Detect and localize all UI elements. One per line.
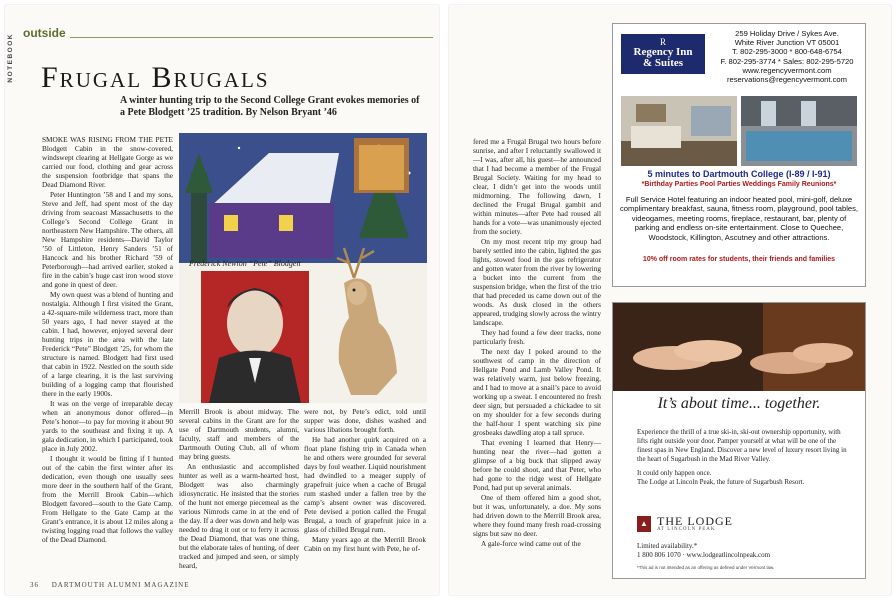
right-page bbox=[449, 5, 891, 595]
student-offer: 10% off room rates for students, their friends and families bbox=[642, 256, 836, 263]
email[interactable]: reservations@regencyvermont.com bbox=[727, 75, 847, 85]
article-column-2 bbox=[179, 407, 299, 571]
hotel-pool-photo bbox=[741, 96, 857, 166]
amenities-text: Full Service Hotel featuring an indoor heated pool, mini-golf, deluxe complimentary breakfast, sauna, fitness room, playground, pool tables, videogames, meeting rooms, fireplace, restaurant, bar, plenty of parking and endless on-site entertainment. Close to Quechee, Woodstock, Killington, Ascutney and other attractions. bbox=[619, 195, 859, 242]
lodge-name: THE LODGE bbox=[657, 514, 733, 528]
paragraph: Many years ago at the Merrill Brook Cabin on my first hunt with Pete, he of- bbox=[304, 535, 426, 553]
page-number: 36 bbox=[30, 581, 39, 589]
article-title: Frugal Brugals bbox=[41, 61, 270, 94]
legal-disclaimer: *This ad is not intended as an offering as defined under Vermont law. bbox=[637, 565, 775, 570]
ad-tagline: It’s about time... together. bbox=[657, 395, 821, 412]
paragraph: An enthusiastic and accomplished hunter as well as a warm-hearted host, Blodgett was also charmingly idiosyncratic. He insisted that the stories of the hunt not emerge piecemeal as the various Nimrods came in at the end of the day. If a deer was down and help was needed to drag it out or to ferry it across the Dead Diamond, that was one thing, but the elaborate tales of hunting, of deer tracked and jumped and seen, or simply heard, bbox=[179, 462, 299, 570]
paragraph: On my most recent trip my group had barely settled into the cabin, lighted the gas lights, stowed food in the gas refrigerator and gotten water from the river by lowering a bucket into the current from the suspension bridge, when the first of the trio that had preceded us came down out of the woods. As dusk closed in the others appeared, trudging slowly across the wintry landscape. bbox=[473, 237, 601, 327]
lodge-subname: AT LINCOLN PEAK bbox=[657, 527, 716, 532]
paragraph: One of them offered him a good shot, but it was, unfortunately, a doe. My sons had driven down to the Merrill Brook area, where they found many fresh road-crossing signs but saw no deer. bbox=[473, 493, 601, 538]
tree-icon: ▲ bbox=[637, 516, 651, 532]
hotel-room-photo bbox=[621, 96, 737, 166]
lodge-logo bbox=[637, 514, 757, 534]
feet-by-fire-photo bbox=[613, 303, 865, 391]
illustration-caption: Frederick Newton “Pete” Blodgett bbox=[189, 259, 301, 268]
article-deck: A winter hunting trip to the Second College Grant evokes memories of a Pete Blodgett ’25 tradition. By Nelson Bryant ’46 bbox=[120, 95, 420, 118]
ad-headline: 5 minutes to Dartmouth College (I-89 / I-91) bbox=[647, 169, 831, 179]
phone: T. 802-295-3000 * 800-648-6754 bbox=[732, 47, 842, 57]
illustration bbox=[179, 133, 427, 403]
paragraph: I thought it would be fitting if I hunted out of the cabin the first winter after its dedication, even though one usually sees more deer in the southern half of the Grant, from the Merrill Brook Cabin—which Blodgett favored—south to the Gate Camp. From Hellgate to the Gate Camp at the Grant’s entrance, it is about 12 miles along a twisting logging road that follows the valley of the Dead Diamond. bbox=[42, 454, 173, 544]
address-line-1: 259 Holiday Drive / Sykes Ave. bbox=[735, 29, 839, 38]
paragraph: Peter Huntington ’58 and I and my sons, Steve and Jeff, had spent most of the day driving from seacoast Massachusetts to the College’s Second College Grant in northeastern New Hampshire. The others, all New Hampshire residents—David Taylor ’50 of Littleton, Henry Sanders ’51 of Hancock and his brother Richard ’59 of Peterborough—had arrived earlier, stoked a fire in the cabin’s huge cast iron wood stove and gone in quest of deer. bbox=[42, 190, 173, 289]
contact-block bbox=[713, 29, 861, 84]
paragraph: Merrill Brook is about midway. The several cabins in the Grant are for the use of Dartmouth students, alumni, faculty, staff and members of the Dartmouth Outing Club, all of whom may bring guests. bbox=[179, 407, 299, 461]
article-column-1 bbox=[42, 135, 173, 545]
logo-line-1: Regency Inn bbox=[633, 46, 693, 58]
hunting-cabin-illustration bbox=[179, 133, 427, 403]
regency-inn-logo bbox=[621, 34, 705, 74]
address-line-2: White River Junction VT 05001 bbox=[734, 38, 840, 48]
crest-icon: R bbox=[659, 37, 666, 47]
article-column-4 bbox=[473, 137, 601, 549]
paragraph: My own quest was a blend of hunting and nostalgia. Although I first visited the Grant, a 42-square-mile wilderness tract, more than 50 years ago, I had never stayed at the cabin. I had, however, enjoyed several deer hunting trips in the area with the late Frederick “Pete” Blodgett ’25, for whom the structure is named. Blodgett had first used that cabin in 1922. Nestled on the south side of a large clearing, it is the last surviving building of a logging camp that flourished there in the early 1900s. bbox=[42, 290, 173, 398]
ad-body bbox=[637, 428, 847, 492]
ad-subhead: *Birthday Parties Pool Parties Weddings Family Reunions* bbox=[641, 181, 837, 188]
regency-inn-ad[interactable] bbox=[612, 23, 866, 287]
paragraph: It was on the verge of irreparable decay when an anonymous donor offered—in Pete’s honor—to pay for moving it about 90 yards to the southeast and fixing it up. A gala dedication, in which I participated, took place in July 2002. bbox=[42, 399, 173, 453]
paragraph: were not, by Pete’s edict, told until supper was done, dishes washed and various libations brought forth. bbox=[304, 407, 426, 434]
paragraph: He had another quirk acquired on a float plane fishing trip in Canada when he and others were grounded for several days by foul weather. Liquid nourishment had dwindled to a meager supply of grapefruit juice when a cache of Brugal rum stashed under a fallen tree by the camp’s absent owner was discovered. Pete devised a potion called the Frugal Brugal, a touch of grapefruit juice in a glass of chilled Brugal rum. bbox=[304, 435, 426, 534]
ad-body-paragraph: The Lodge at Lincoln Peak, the future of Sugarbush Resort. bbox=[637, 478, 805, 486]
ad-body-paragraph: It could only happen once. bbox=[637, 469, 712, 477]
left-page bbox=[5, 5, 439, 595]
section-label-vertical: NOTEBOOK bbox=[7, 33, 14, 83]
article-column-3 bbox=[304, 407, 426, 554]
website[interactable]: www.regencyvermont.com bbox=[742, 65, 832, 75]
lodge-contact[interactable]: 1 800 806 1070 · www.lodgeatlincolnpeak.com bbox=[637, 551, 771, 559]
paragraph: That evening I learned that Henry—hunting near the river—had gotten a glimpse of a big buck that slipped away before he could shoot, and that Peter, who had gone to the ridge west of Hellgate Pond, had put up several animals. bbox=[473, 438, 601, 492]
paragraph: fered me a Frugal Brugal two hours before sunrise, and after I reluctantly swallowed it—I was, after all, his guest—he announced that I had become a member of the Frugal Brugal Society. Waiting for my head to clear, I didn’t get into the woods until midmorning. The following dawn, I declined the Frugal Brugal gambit and within minutes—after Pete had roused all hands for a vote—was unanimously ejected from the society. bbox=[473, 137, 601, 236]
logo-line-2: & Suites bbox=[642, 57, 684, 69]
paragraph: The next day I poked around to the southwest of camp in the direction of Hellgate Pond and Lamb Valley Pond. It was relatively warm, just below freezing, and I had to move at a snail’s pace to avoid working up a sweat. I encountered no fresh deer sign, but persuaded a chickadee to sit on my shoulder for a few seconds during the half-hour I spent watching six pine grosbeaks dawdling atop a tall spruce. bbox=[473, 347, 601, 437]
fax: F. 802-295-3774 * Sales: 802-295-5720 bbox=[720, 56, 854, 66]
paragraph: They had found a few deer tracks, none particularly fresh. bbox=[473, 328, 601, 346]
paragraph: SMOKE WAS RISING FROM THE PETE Blodgett Cabin in the snow-covered, windswept clearing at Hellgate Gorge as we carried our food, clothing and gear across the suspension footbridge that spans the Dead Diamond River. bbox=[42, 135, 173, 189]
section-tag bbox=[23, 24, 433, 38]
availability-block bbox=[637, 542, 770, 560]
availability-text: Limited availability.* bbox=[637, 542, 698, 550]
ad-body-paragraph: Experience the thrill of a true ski-in, ski-out ownership opportunity, with lifts right outside your door. Pamper yourself at what will be one of the finest spas in New England. Discover a new level of luxury resort living in the heart of Sugarbush in the Mad River Valley. bbox=[637, 428, 847, 463]
magazine-title: DARTMOUTH ALUMNI MAGAZINE bbox=[51, 581, 190, 589]
section-name: outside bbox=[23, 27, 70, 39]
lodge-lincoln-peak-ad[interactable] bbox=[612, 302, 866, 579]
folio bbox=[30, 581, 190, 589]
paragraph: A gale-force wind came out of the bbox=[481, 539, 581, 548]
